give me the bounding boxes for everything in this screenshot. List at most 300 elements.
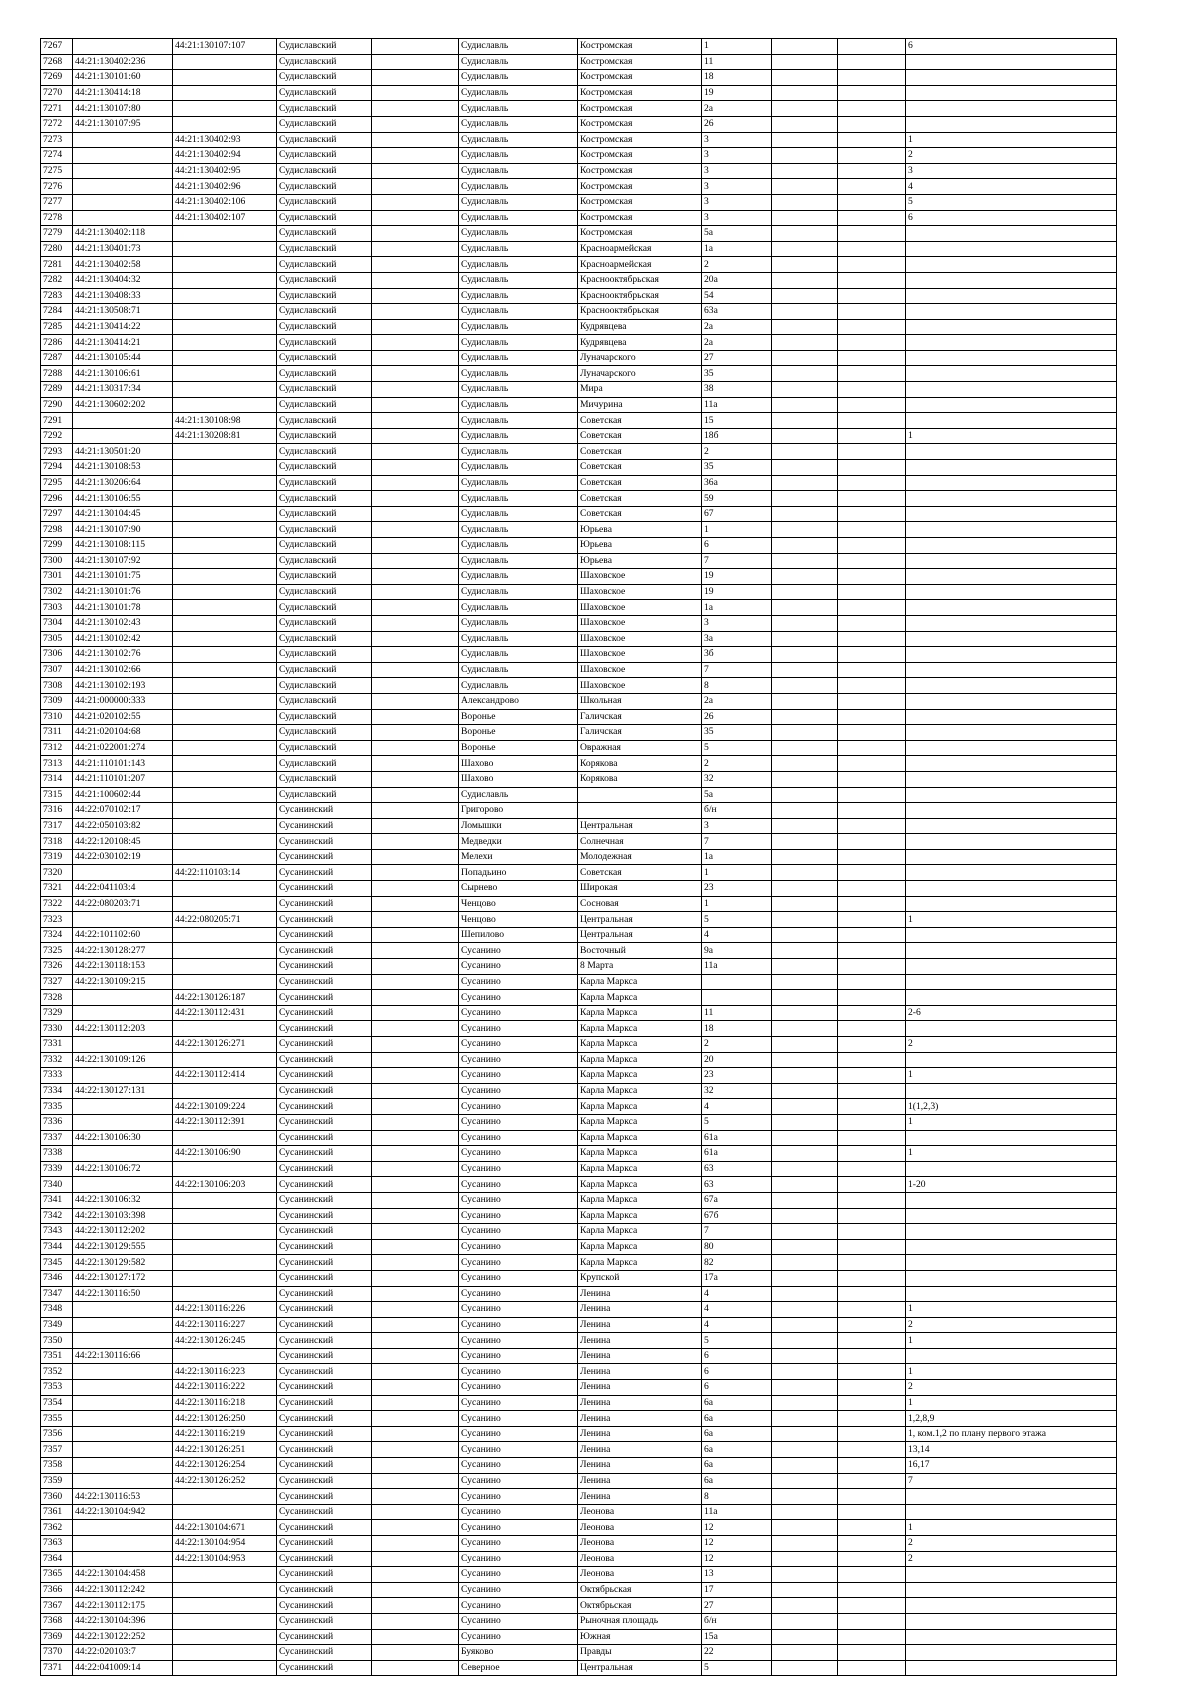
cell-locality: Сусанино <box>459 1520 578 1536</box>
table-row <box>41 85 1117 101</box>
cell-district: Судиславский <box>277 787 372 803</box>
cell-settlement-type <box>372 70 459 86</box>
cell-structure <box>838 1317 906 1333</box>
cell-row-number: 7364 <box>41 1551 73 1567</box>
cell-street: Краснооктябрьская <box>578 304 702 320</box>
cell-cadastral-number-building: 44:22:080203:71 <box>73 896 173 912</box>
cell-cadastral-number-premises: 44:21:130402:94 <box>173 148 277 164</box>
cell-house-number: б/н <box>702 1613 772 1629</box>
cell-apartment <box>906 1255 1117 1271</box>
cell-locality: Судиславль <box>459 522 578 538</box>
cell-cadastral-number-premises <box>173 834 277 850</box>
cell-building <box>772 1239 838 1255</box>
cell-apartment <box>906 943 1117 959</box>
cell-district: Судиславский <box>277 428 372 444</box>
cell-row-number: 7285 <box>41 319 73 335</box>
cell-locality: Судиславль <box>459 194 578 210</box>
cell-apartment: 1 <box>906 1364 1117 1380</box>
cell-district: Сусанинский <box>277 1380 372 1396</box>
cell-cadastral-number-building: 44:22:041009:14 <box>73 1660 173 1676</box>
cell-structure <box>838 1348 906 1364</box>
cell-street: Костромская <box>578 226 702 242</box>
cell-building <box>772 678 838 694</box>
cell-cadastral-number-building: 44:22:130109:126 <box>73 1052 173 1068</box>
cell-apartment: 1 <box>906 1146 1117 1162</box>
cell-structure <box>838 1068 906 1084</box>
cell-house-number: 1а <box>702 241 772 257</box>
cell-apartment: 2 <box>906 1551 1117 1567</box>
cell-locality: Судиславль <box>459 538 578 554</box>
cell-cadastral-number-premises: 44:22:130116:227 <box>173 1317 277 1333</box>
cell-settlement-type <box>372 1380 459 1396</box>
cell-street: Крупской <box>578 1270 702 1286</box>
table-row <box>41 569 1117 585</box>
cell-building <box>772 849 838 865</box>
cell-building <box>772 1536 838 1552</box>
cell-apartment: 6 <box>906 39 1117 55</box>
cell-structure <box>838 116 906 132</box>
cell-house-number: 5 <box>702 740 772 756</box>
cell-apartment <box>906 1239 1117 1255</box>
cell-street: Карла Маркса <box>578 1037 702 1053</box>
cell-district: Сусанинский <box>277 881 372 897</box>
cell-settlement-type <box>372 709 459 725</box>
cell-district: Судиславский <box>277 553 372 569</box>
cell-building <box>772 1286 838 1302</box>
cell-cadastral-number-premises <box>173 1192 277 1208</box>
cell-cadastral-number-building <box>73 865 173 881</box>
cell-apartment <box>906 1192 1117 1208</box>
cell-settlement-type <box>372 397 459 413</box>
cell-cadastral-number-building: 44:21:130206:64 <box>73 475 173 491</box>
cell-structure <box>838 1473 906 1489</box>
cell-structure <box>838 226 906 242</box>
cell-district: Сусанинский <box>277 990 372 1006</box>
cell-house-number: 2 <box>702 444 772 460</box>
cell-structure <box>838 849 906 865</box>
cell-row-number: 7357 <box>41 1442 73 1458</box>
cell-house-number: 32 <box>702 1083 772 1099</box>
cell-building <box>772 1099 838 1115</box>
cell-row-number: 7298 <box>41 522 73 538</box>
cell-street: Карла Маркса <box>578 1255 702 1271</box>
cell-building <box>772 257 838 273</box>
cell-locality: Судиславль <box>459 54 578 70</box>
cell-locality: Сусанино <box>459 1551 578 1567</box>
cell-structure <box>838 1146 906 1162</box>
cell-building <box>772 54 838 70</box>
cell-cadastral-number-premises: 44:22:130116:222 <box>173 1380 277 1396</box>
cell-structure <box>838 1037 906 1053</box>
cell-cadastral-number-premises <box>173 475 277 491</box>
cell-row-number: 7358 <box>41 1458 73 1474</box>
cell-locality: Воронье <box>459 725 578 741</box>
cell-structure <box>838 1598 906 1614</box>
cell-street: Карла Маркса <box>578 1239 702 1255</box>
cell-building <box>772 460 838 476</box>
cell-locality: Судиславль <box>459 70 578 86</box>
cell-house-number: 3 <box>702 179 772 195</box>
cell-district: Судиславский <box>277 288 372 304</box>
cell-row-number: 7316 <box>41 803 73 819</box>
cell-apartment <box>906 397 1117 413</box>
cell-street: Сосновая <box>578 896 702 912</box>
cell-apartment <box>906 1021 1117 1037</box>
cell-cadastral-number-building <box>73 1317 173 1333</box>
cell-settlement-type <box>372 1192 459 1208</box>
cell-cadastral-number-premises: 44:21:130402:106 <box>173 194 277 210</box>
cell-street <box>578 803 702 819</box>
cell-street: Карла Маркса <box>578 1224 702 1240</box>
cell-street: Карла Маркса <box>578 1114 702 1130</box>
cell-row-number: 7301 <box>41 569 73 585</box>
cell-building <box>772 1208 838 1224</box>
cell-locality: Сусанино <box>459 1021 578 1037</box>
cell-house-number: 61а <box>702 1146 772 1162</box>
cell-row-number: 7320 <box>41 865 73 881</box>
cell-building <box>772 350 838 366</box>
cell-settlement-type <box>372 1021 459 1037</box>
cell-building <box>772 1520 838 1536</box>
cell-district: Сусанинский <box>277 927 372 943</box>
cell-street: Карла Маркса <box>578 1068 702 1084</box>
cell-district: Судиславский <box>277 210 372 226</box>
cell-cadastral-number-premises <box>173 1208 277 1224</box>
table-row <box>41 257 1117 273</box>
table-row <box>41 974 1117 990</box>
cell-row-number: 7325 <box>41 943 73 959</box>
cell-settlement-type <box>372 1052 459 1068</box>
cell-street: Школьная <box>578 693 702 709</box>
cell-district: Судиславский <box>277 756 372 772</box>
cell-structure <box>838 413 906 429</box>
cell-structure <box>838 1613 906 1629</box>
cell-cadastral-number-building: 44:21:130107:80 <box>73 101 173 117</box>
cell-structure <box>838 787 906 803</box>
cell-district: Сусанинский <box>277 1364 372 1380</box>
cell-locality: Судиславль <box>459 615 578 631</box>
cell-cadastral-number-premises <box>173 600 277 616</box>
cell-locality: Сусанино <box>459 1146 578 1162</box>
table-row <box>41 1333 1117 1349</box>
cell-settlement-type <box>372 1348 459 1364</box>
cell-row-number: 7297 <box>41 506 73 522</box>
cell-row-number: 7348 <box>41 1302 73 1318</box>
cell-cadastral-number-building <box>73 1068 173 1084</box>
cell-row-number: 7350 <box>41 1333 73 1349</box>
cell-cadastral-number-premises: 44:21:130108:98 <box>173 413 277 429</box>
table-row <box>41 787 1117 803</box>
cell-cadastral-number-building: 44:22:130104:942 <box>73 1504 173 1520</box>
cell-structure <box>838 693 906 709</box>
cell-locality: Судиславль <box>459 350 578 366</box>
cell-building <box>772 506 838 522</box>
cell-cadastral-number-building: 44:21:020104:68 <box>73 725 173 741</box>
cell-street: Октябрьская <box>578 1598 702 1614</box>
cell-cadastral-number-premises <box>173 288 277 304</box>
cell-structure <box>838 1520 906 1536</box>
cell-cadastral-number-building: 44:22:130106:32 <box>73 1192 173 1208</box>
cell-row-number: 7330 <box>41 1021 73 1037</box>
cell-locality: Шепилово <box>459 927 578 943</box>
cell-row-number: 7331 <box>41 1037 73 1053</box>
cell-row-number: 7341 <box>41 1192 73 1208</box>
cell-apartment <box>906 927 1117 943</box>
cell-cadastral-number-premises: 44:22:130126:271 <box>173 1037 277 1053</box>
cell-row-number: 7334 <box>41 1083 73 1099</box>
cell-row-number: 7371 <box>41 1660 73 1676</box>
cell-street <box>578 787 702 803</box>
cell-house-number: 2а <box>702 319 772 335</box>
table-row <box>41 1037 1117 1053</box>
cell-apartment <box>906 475 1117 491</box>
cell-structure <box>838 1458 906 1474</box>
cell-cadastral-number-building: 44:22:020103:7 <box>73 1645 173 1661</box>
cell-street: Карла Маркса <box>578 1177 702 1193</box>
cell-apartment: 1 <box>906 1114 1117 1130</box>
cell-row-number: 7353 <box>41 1380 73 1396</box>
cell-building <box>772 1629 838 1645</box>
cell-building <box>772 990 838 1006</box>
cell-street: Широкая <box>578 881 702 897</box>
cell-structure <box>838 1333 906 1349</box>
cell-house-number: 5 <box>702 1333 772 1349</box>
cell-locality: Судиславль <box>459 600 578 616</box>
table-row <box>41 1551 1117 1567</box>
table-row <box>41 927 1117 943</box>
cell-structure <box>838 1645 906 1661</box>
cell-row-number: 7338 <box>41 1146 73 1162</box>
cell-building <box>772 1504 838 1520</box>
cell-row-number: 7270 <box>41 85 73 101</box>
cell-apartment <box>906 288 1117 304</box>
cell-building <box>772 1458 838 1474</box>
cell-apartment <box>906 272 1117 288</box>
cell-cadastral-number-premises <box>173 382 277 398</box>
cell-row-number: 7322 <box>41 896 73 912</box>
cell-locality: Сусанино <box>459 1083 578 1099</box>
cell-row-number: 7369 <box>41 1629 73 1645</box>
cell-row-number: 7284 <box>41 304 73 320</box>
cell-settlement-type <box>372 491 459 507</box>
cell-settlement-type <box>372 865 459 881</box>
cell-row-number: 7342 <box>41 1208 73 1224</box>
table-row <box>41 382 1117 398</box>
cell-structure <box>838 257 906 273</box>
cell-cadastral-number-building: 44:22:130128:277 <box>73 943 173 959</box>
cell-cadastral-number-premises <box>173 1582 277 1598</box>
cell-locality: Сусанино <box>459 1395 578 1411</box>
table-row <box>41 491 1117 507</box>
cell-house-number: 11 <box>702 54 772 70</box>
cell-row-number: 7306 <box>41 647 73 663</box>
cell-structure <box>838 1395 906 1411</box>
cell-structure <box>838 132 906 148</box>
cell-row-number: 7368 <box>41 1613 73 1629</box>
cell-structure <box>838 584 906 600</box>
cell-cadastral-number-premises <box>173 818 277 834</box>
cell-locality: Сусанино <box>459 974 578 990</box>
table-row <box>41 1582 1117 1598</box>
cell-settlement-type <box>372 740 459 756</box>
cell-house-number: 59 <box>702 491 772 507</box>
table-row <box>41 1239 1117 1255</box>
cell-cadastral-number-premises <box>173 584 277 600</box>
cell-structure <box>838 241 906 257</box>
table-row <box>41 943 1117 959</box>
cell-settlement-type <box>372 553 459 569</box>
cell-settlement-type <box>372 444 459 460</box>
cell-house-number: 5 <box>702 912 772 928</box>
cell-building <box>772 1224 838 1240</box>
cell-row-number: 7286 <box>41 335 73 351</box>
cell-building <box>772 116 838 132</box>
cell-locality: Сусанино <box>459 990 578 1006</box>
cell-settlement-type <box>372 1645 459 1661</box>
table-row <box>41 1442 1117 1458</box>
cell-settlement-type <box>372 54 459 70</box>
cell-building <box>772 1114 838 1130</box>
cell-house-number: 11а <box>702 397 772 413</box>
cell-house-number: 11 <box>702 1005 772 1021</box>
cell-apartment: 1 <box>906 1333 1117 1349</box>
cell-locality: Ченцово <box>459 896 578 912</box>
cell-district: Судиславский <box>277 257 372 273</box>
cell-district: Сусанинский <box>277 865 372 881</box>
cell-street: Карла Маркса <box>578 1021 702 1037</box>
cell-apartment <box>906 413 1117 429</box>
cell-structure <box>838 1442 906 1458</box>
cell-settlement-type <box>372 974 459 990</box>
cell-district: Судиславский <box>277 397 372 413</box>
cell-street: Карла Маркса <box>578 990 702 1006</box>
cell-structure <box>838 1364 906 1380</box>
cell-district: Судиславский <box>277 631 372 647</box>
cell-cadastral-number-building: 44:22:130104:458 <box>73 1567 173 1583</box>
cell-building <box>772 1582 838 1598</box>
cell-cadastral-number-premises <box>173 101 277 117</box>
cell-cadastral-number-building: 44:21:130414:18 <box>73 85 173 101</box>
cell-cadastral-number-premises <box>173 1224 277 1240</box>
cell-cadastral-number-premises: 44:22:130126:245 <box>173 1333 277 1349</box>
cell-cadastral-number-building <box>73 413 173 429</box>
cell-cadastral-number-building: 44:21:130102:76 <box>73 647 173 663</box>
cell-cadastral-number-premises <box>173 631 277 647</box>
cell-cadastral-number-building: 44:21:130602:202 <box>73 397 173 413</box>
cell-cadastral-number-building: 44:21:130101:75 <box>73 569 173 585</box>
cell-cadastral-number-premises <box>173 506 277 522</box>
cell-cadastral-number-building: 44:21:000000:333 <box>73 693 173 709</box>
cell-settlement-type <box>372 179 459 195</box>
table-row <box>41 1068 1117 1084</box>
cell-settlement-type <box>372 1130 459 1146</box>
cell-house-number: 82 <box>702 1255 772 1271</box>
cell-apartment <box>906 818 1117 834</box>
cell-apartment <box>906 834 1117 850</box>
cell-locality: Судиславль <box>459 475 578 491</box>
cell-building <box>772 1068 838 1084</box>
cell-apartment <box>906 1582 1117 1598</box>
table-row <box>41 1473 1117 1489</box>
cell-district: Сусанинский <box>277 1005 372 1021</box>
cell-apartment <box>906 959 1117 975</box>
cell-cadastral-number-premises <box>173 1629 277 1645</box>
cell-structure <box>838 163 906 179</box>
cell-cadastral-number-building: 44:21:110101:143 <box>73 756 173 772</box>
cell-district: Сусанинский <box>277 1037 372 1053</box>
cell-locality: Судиславль <box>459 163 578 179</box>
cell-row-number: 7294 <box>41 460 73 476</box>
cell-locality: Судиславль <box>459 226 578 242</box>
cell-street: Шаховское <box>578 615 702 631</box>
cell-structure <box>838 272 906 288</box>
cell-cadastral-number-premises: 44:22:130126:254 <box>173 1458 277 1474</box>
cell-row-number: 7362 <box>41 1520 73 1536</box>
cell-locality: Сусанино <box>459 1411 578 1427</box>
cell-settlement-type <box>372 1208 459 1224</box>
cell-apartment <box>906 709 1117 725</box>
cell-building <box>772 304 838 320</box>
cell-locality: Шахово <box>459 756 578 772</box>
cell-cadastral-number-building: 44:22:130118:153 <box>73 959 173 975</box>
cell-building <box>772 600 838 616</box>
cell-district: Сусанинский <box>277 1333 372 1349</box>
cell-row-number: 7275 <box>41 163 73 179</box>
cell-settlement-type <box>372 1411 459 1427</box>
cell-street: Восточный <box>578 943 702 959</box>
table-row <box>41 397 1117 413</box>
cell-row-number: 7346 <box>41 1270 73 1286</box>
cell-house-number: 11а <box>702 959 772 975</box>
cell-row-number: 7366 <box>41 1582 73 1598</box>
cell-district: Сусанинский <box>277 834 372 850</box>
cell-structure <box>838 366 906 382</box>
cell-structure <box>838 990 906 1006</box>
cell-locality: Судиславль <box>459 631 578 647</box>
cell-row-number: 7314 <box>41 771 73 787</box>
table-row <box>41 522 1117 538</box>
cell-house-number: 4 <box>702 927 772 943</box>
cell-district: Судиславский <box>277 491 372 507</box>
cell-house-number: 2а <box>702 693 772 709</box>
cell-house-number: 2 <box>702 1037 772 1053</box>
cell-apartment: 2 <box>906 1037 1117 1053</box>
cell-settlement-type <box>372 1536 459 1552</box>
cell-apartment: 7 <box>906 1473 1117 1489</box>
cell-cadastral-number-building: 44:21:130107:92 <box>73 553 173 569</box>
cell-row-number: 7339 <box>41 1161 73 1177</box>
cell-district: Сусанинский <box>277 1536 372 1552</box>
cell-settlement-type <box>372 647 459 663</box>
cell-building <box>772 818 838 834</box>
cell-structure <box>838 1083 906 1099</box>
table-row <box>41 1613 1117 1629</box>
cell-apartment <box>906 1660 1117 1676</box>
cell-street: Красноармейская <box>578 257 702 273</box>
cell-district: Судиславский <box>277 771 372 787</box>
cell-cadastral-number-building <box>73 912 173 928</box>
table-row <box>41 241 1117 257</box>
cell-structure <box>838 475 906 491</box>
cell-settlement-type <box>372 1255 459 1271</box>
cell-row-number: 7307 <box>41 662 73 678</box>
cell-apartment: 5 <box>906 194 1117 210</box>
cell-district: Судиславский <box>277 101 372 117</box>
cell-street: Юрьева <box>578 553 702 569</box>
cell-locality: Судиславль <box>459 101 578 117</box>
cell-locality: Сусанино <box>459 1052 578 1068</box>
cell-district: Судиславский <box>277 226 372 242</box>
